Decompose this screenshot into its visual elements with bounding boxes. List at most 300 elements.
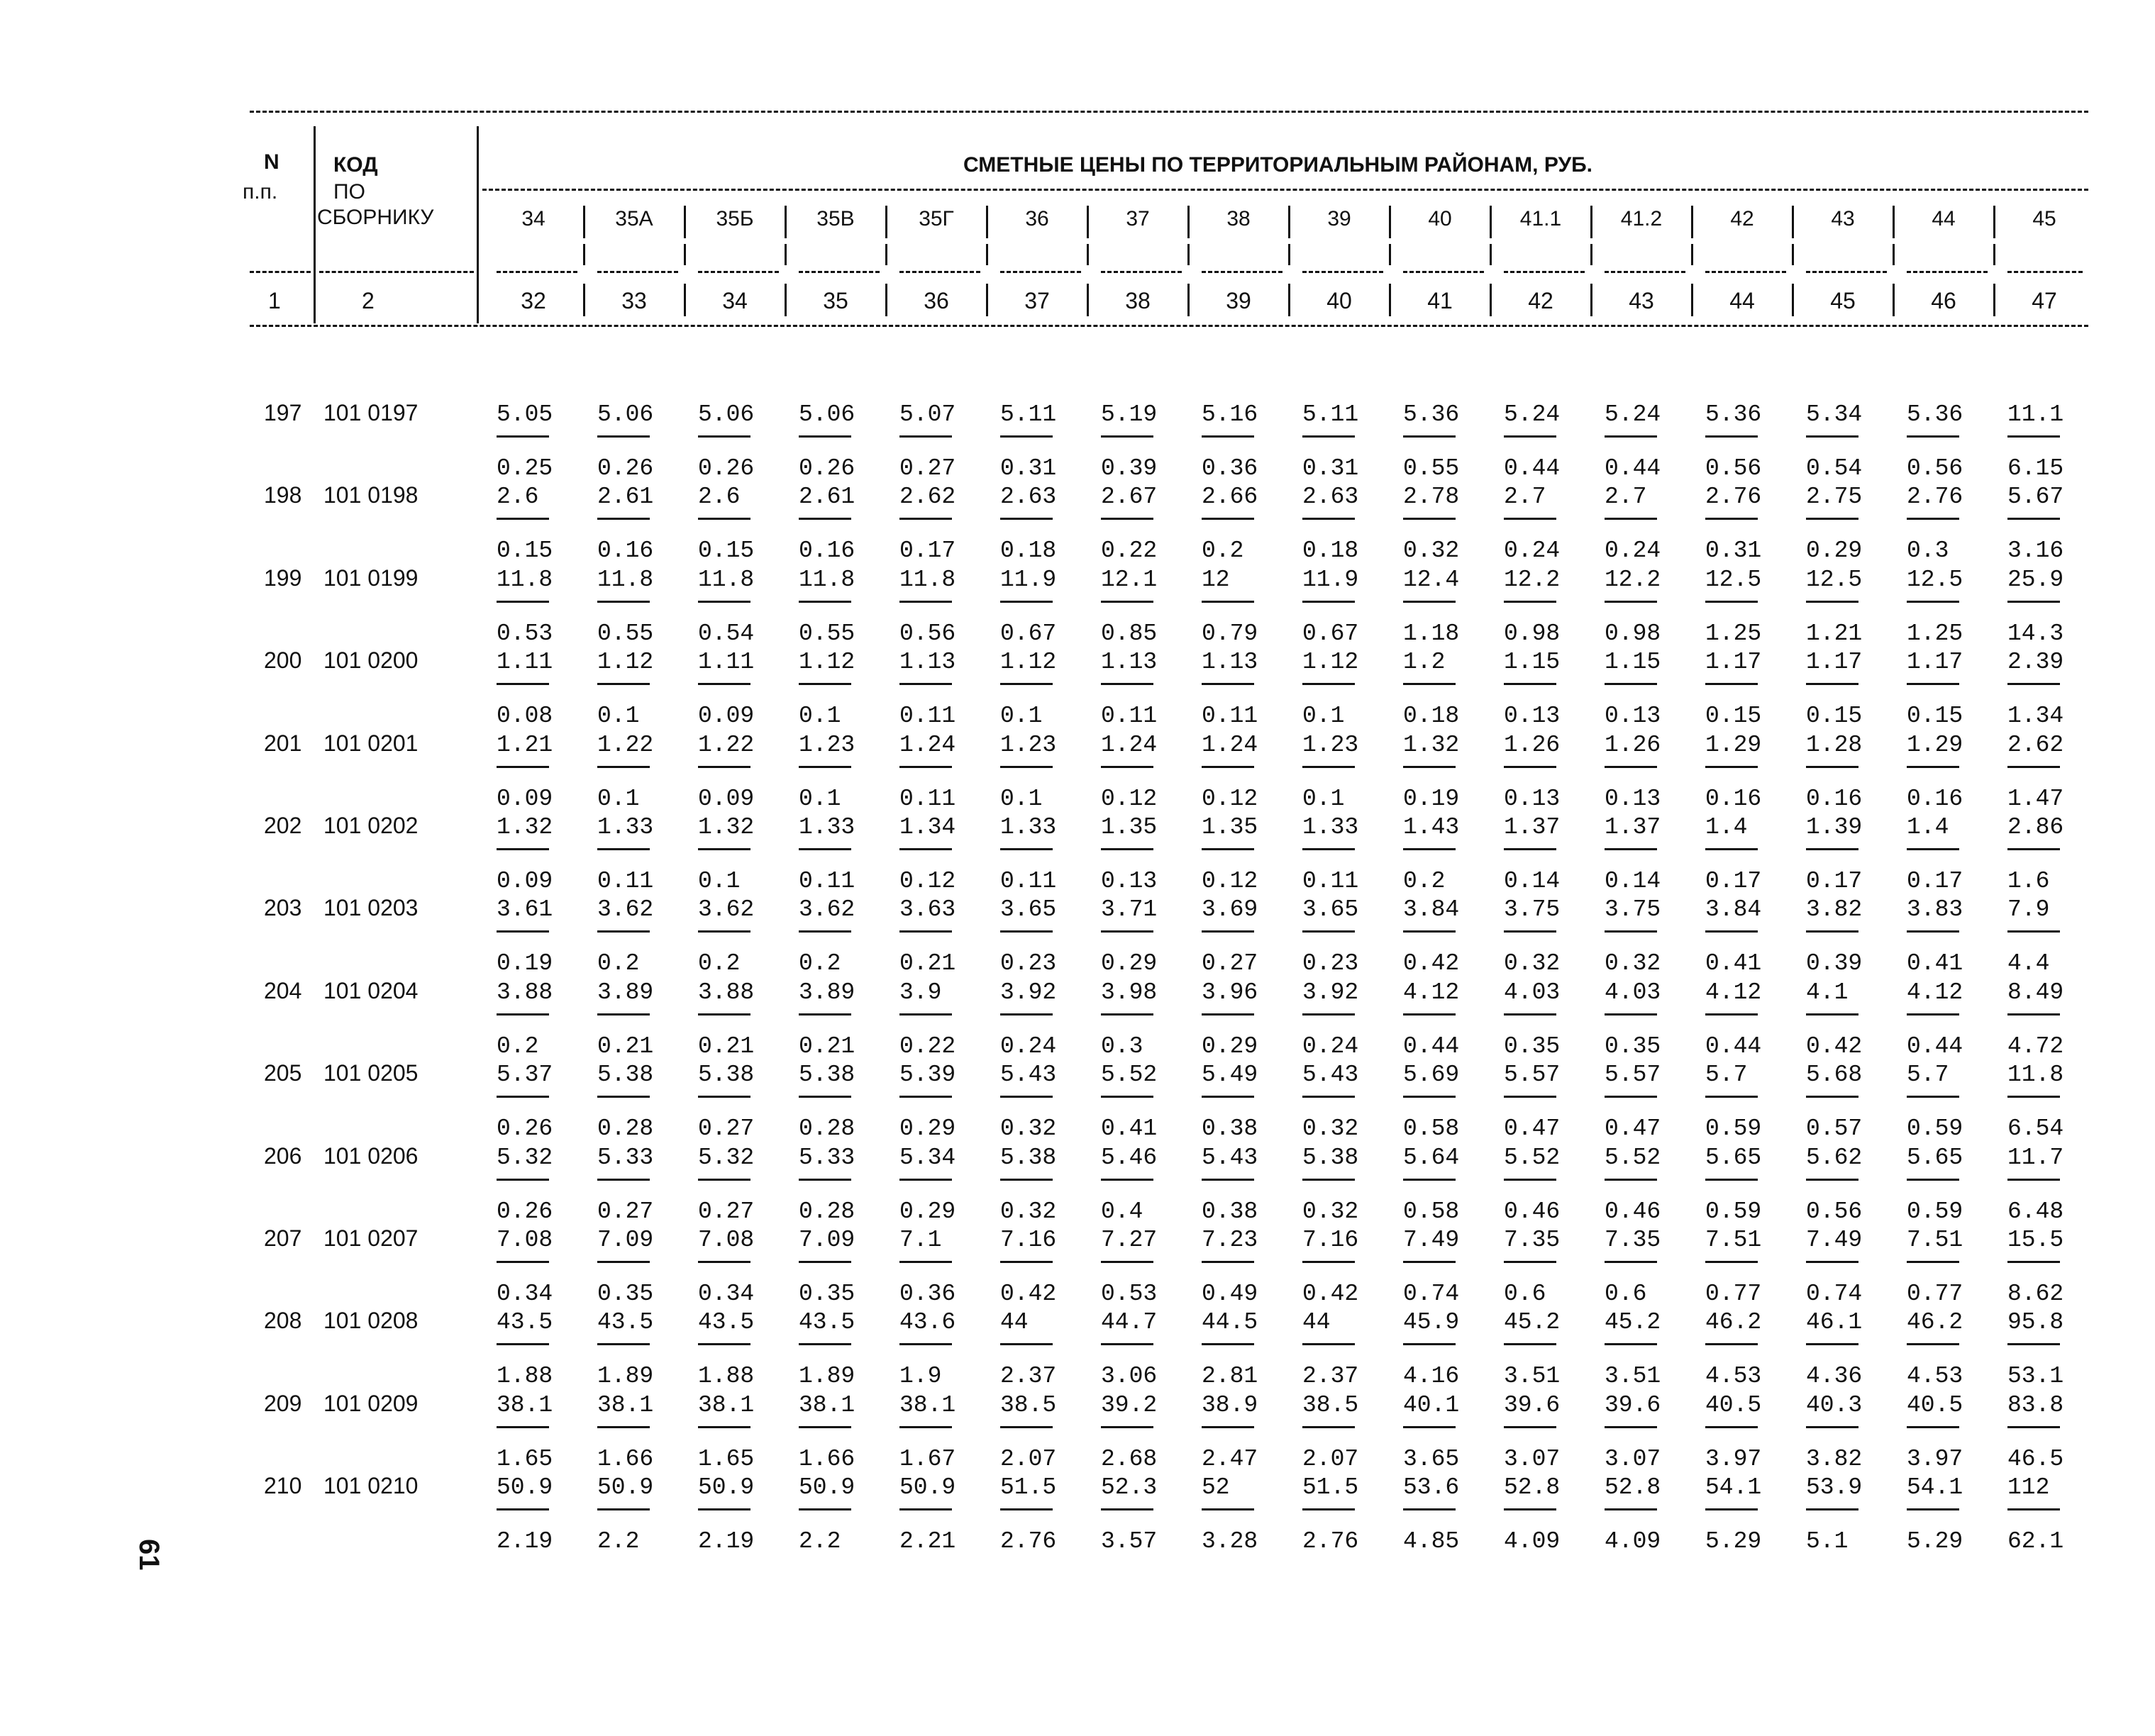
price-value-bottom: 14.3 bbox=[2007, 620, 2064, 647]
price-value-bottom: 1.65 bbox=[497, 1445, 553, 1472]
price-value-bottom: 0.27 bbox=[597, 1198, 654, 1225]
column-number: 37 bbox=[1024, 288, 1050, 313]
fraction-bar bbox=[899, 1096, 952, 1098]
fraction-bar bbox=[1202, 848, 1254, 850]
fraction-bar bbox=[1605, 930, 1657, 933]
price-value-top: 1.32 bbox=[497, 814, 553, 840]
price-value-top: 5.38 bbox=[1302, 1144, 1359, 1171]
region-divider-bottom bbox=[1893, 284, 1895, 316]
price-value-top: 3.92 bbox=[1302, 979, 1359, 1006]
price-value-top: 1.39 bbox=[1806, 814, 1863, 840]
region-divider-bottom bbox=[1389, 284, 1391, 316]
fraction-bar bbox=[799, 683, 851, 685]
fraction-bar bbox=[1705, 848, 1758, 850]
price-value-top: 1.34 bbox=[899, 814, 956, 840]
price-value-top: 7.49 bbox=[1403, 1227, 1460, 1253]
price-value-bottom: 0.34 bbox=[497, 1281, 553, 1307]
fraction-bar bbox=[1907, 1179, 1959, 1181]
region-divider-mid bbox=[885, 244, 887, 265]
price-value-bottom: 3.97 bbox=[1907, 1445, 1963, 1472]
fraction-bar bbox=[1705, 518, 1758, 520]
price-value-top: 1.11 bbox=[698, 649, 755, 676]
price-value-top: 5.39 bbox=[899, 1062, 956, 1089]
region-label: 41.2 bbox=[1620, 207, 1663, 230]
price-value-bottom: 3.28 bbox=[1202, 1528, 1258, 1555]
region-divider-bottom bbox=[1590, 284, 1592, 316]
price-value-top: 1.33 bbox=[1000, 814, 1057, 840]
price-value-bottom: 0.1 bbox=[799, 703, 841, 730]
region-label: 36 bbox=[1025, 207, 1049, 230]
region-divider-mid bbox=[583, 244, 585, 265]
price-value-top: 1.29 bbox=[1907, 731, 1963, 758]
fraction-bar bbox=[1302, 930, 1355, 933]
price-value-bottom: 0.41 bbox=[1101, 1115, 1158, 1142]
fraction-bar bbox=[899, 1261, 952, 1263]
price-value-top: 1.15 bbox=[1605, 649, 1661, 676]
region-divider-mid bbox=[986, 244, 988, 265]
row-number: 209 bbox=[264, 1390, 302, 1416]
fraction-bar bbox=[1202, 601, 1254, 603]
region-divider-mid bbox=[684, 244, 686, 265]
price-value-bottom: 0.35 bbox=[597, 1281, 654, 1307]
price-value-bottom: 0.18 bbox=[1000, 538, 1057, 564]
price-value-bottom: 0.85 bbox=[1101, 620, 1158, 647]
price-value-bottom: 0.08 bbox=[497, 703, 553, 730]
header-top-rule bbox=[250, 111, 2088, 113]
price-value-top: 7.9 bbox=[2007, 896, 2050, 923]
price-value-top: 5.65 bbox=[1705, 1144, 1762, 1171]
price-value-top: 44 bbox=[1302, 1309, 1331, 1336]
fraction-bar bbox=[698, 1179, 750, 1181]
price-value-top: 1.4 bbox=[1907, 814, 1949, 840]
row-number: 206 bbox=[264, 1142, 302, 1169]
price-value-bottom: 0.13 bbox=[1504, 785, 1561, 812]
price-value-top: 2.63 bbox=[1000, 484, 1057, 511]
price-value-bottom: 3.51 bbox=[1504, 1363, 1561, 1390]
price-value-top: 54.1 bbox=[1907, 1474, 1963, 1501]
price-value-bottom: 0.44 bbox=[1907, 1033, 1963, 1059]
price-value-bottom: 3.57 bbox=[1101, 1528, 1158, 1555]
fraction-bar bbox=[1202, 1096, 1254, 1098]
fraction-bar bbox=[497, 1179, 549, 1181]
price-value-top: 1.22 bbox=[698, 731, 755, 758]
region-divider-top bbox=[1389, 206, 1391, 238]
column-number: 34 bbox=[722, 288, 748, 313]
group-title-rule bbox=[482, 189, 2088, 191]
price-value-top: 5.52 bbox=[1504, 1144, 1561, 1171]
price-value-bottom: 46.5 bbox=[2007, 1445, 2064, 1472]
price-value-bottom: 0.38 bbox=[1202, 1198, 1258, 1225]
region-label: 35В bbox=[816, 207, 855, 230]
fraction-bar bbox=[1101, 1013, 1153, 1016]
price-value-top: 38.1 bbox=[698, 1391, 755, 1418]
price-value-bottom: 2.07 bbox=[1302, 1445, 1359, 1472]
price-value-bottom: 0.6 bbox=[1504, 1281, 1546, 1307]
price-value-bottom: 1.88 bbox=[497, 1363, 553, 1390]
region-subheader-rule bbox=[1806, 271, 1887, 273]
price-value-top: 7.08 bbox=[497, 1227, 553, 1253]
price-value-bottom: 0.58 bbox=[1403, 1115, 1460, 1142]
price-value-bottom: 0.24 bbox=[1605, 538, 1661, 564]
fraction-bar bbox=[698, 683, 750, 685]
price-value-top: 12.5 bbox=[1806, 566, 1863, 593]
price-value-top: 40.5 bbox=[1907, 1391, 1963, 1418]
fraction-bar bbox=[1101, 1426, 1153, 1428]
price-value-top: 1.24 bbox=[899, 731, 956, 758]
np-label-line1: N bbox=[264, 150, 279, 174]
column-number: 45 bbox=[1830, 288, 1856, 313]
fraction-bar bbox=[1806, 1096, 1858, 1098]
price-value-bottom: 0.27 bbox=[698, 1115, 755, 1142]
fraction-bar bbox=[497, 518, 549, 520]
price-value-top: 3.63 bbox=[899, 896, 956, 923]
fraction-bar bbox=[1000, 930, 1053, 933]
price-value-top: 3.65 bbox=[1000, 896, 1057, 923]
price-value-top: 5.52 bbox=[1101, 1062, 1158, 1089]
fraction-bar bbox=[1806, 848, 1858, 850]
price-value-top: 5.11 bbox=[1302, 401, 1359, 428]
column-number: 42 bbox=[1528, 288, 1553, 313]
price-value-bottom: 0.59 bbox=[1705, 1115, 1762, 1142]
price-value-top: 3.75 bbox=[1605, 896, 1661, 923]
price-value-bottom: 0.19 bbox=[1403, 785, 1460, 812]
fraction-bar bbox=[799, 848, 851, 850]
price-value-bottom: 2.81 bbox=[1202, 1363, 1258, 1390]
price-value-top: 3.88 bbox=[698, 979, 755, 1006]
price-value-top: 3.75 bbox=[1504, 896, 1561, 923]
row-code: 101 0203 bbox=[323, 895, 419, 921]
fraction-bar bbox=[597, 930, 650, 933]
fraction-bar bbox=[597, 683, 650, 685]
fraction-bar bbox=[2007, 1013, 2060, 1016]
price-value-top: 3.9 bbox=[899, 979, 942, 1006]
fraction-bar bbox=[1302, 848, 1355, 850]
price-value-bottom: 0.55 bbox=[597, 620, 654, 647]
price-value-top: 45.2 bbox=[1605, 1309, 1661, 1336]
price-value-bottom: 0.49 bbox=[1202, 1281, 1258, 1307]
price-value-bottom: 0.31 bbox=[1705, 538, 1762, 564]
region-divider-top bbox=[1792, 206, 1794, 238]
fraction-bar bbox=[1403, 518, 1456, 520]
price-value-bottom: 53.1 bbox=[2007, 1363, 2064, 1390]
price-value-bottom: 1.18 bbox=[1403, 620, 1460, 647]
fraction-bar bbox=[1705, 1508, 1758, 1510]
region-divider-bottom bbox=[1691, 284, 1693, 316]
np-label-line2: п.п. bbox=[243, 180, 278, 204]
region-divider-mid bbox=[785, 244, 787, 265]
price-value-bottom: 2.2 bbox=[799, 1528, 841, 1555]
price-value-bottom: 0.2 bbox=[698, 950, 741, 977]
region-divider-top bbox=[1993, 206, 1995, 238]
fraction-bar bbox=[1000, 1508, 1053, 1510]
price-value-bottom: 0.15 bbox=[1907, 703, 1963, 730]
price-value-top: 50.9 bbox=[698, 1474, 755, 1501]
price-value-top: 12.4 bbox=[1403, 566, 1460, 593]
row-number: 204 bbox=[264, 977, 302, 1003]
fraction-bar bbox=[1504, 1013, 1556, 1016]
fraction-bar bbox=[497, 601, 549, 603]
fraction-bar bbox=[1302, 1343, 1355, 1345]
region-divider-bottom bbox=[1187, 284, 1190, 316]
column-number: 39 bbox=[1226, 288, 1251, 313]
region-label: 44 bbox=[1932, 207, 1956, 230]
price-value-top: 2.62 bbox=[2007, 731, 2064, 758]
price-value-top: 38.5 bbox=[1302, 1391, 1359, 1418]
price-value-top: 5.68 bbox=[1806, 1062, 1863, 1089]
fraction-bar bbox=[799, 766, 851, 768]
row-number: 201 bbox=[264, 730, 302, 756]
fraction-bar bbox=[1705, 930, 1758, 933]
region-label: 35Г bbox=[919, 207, 954, 230]
fraction-bar bbox=[1101, 1508, 1153, 1510]
price-value-bottom: 0.34 bbox=[698, 1281, 755, 1307]
price-value-bottom: 0.16 bbox=[1806, 785, 1863, 812]
fraction-bar bbox=[899, 848, 952, 850]
region-subheader-rule bbox=[1101, 271, 1182, 273]
price-value-top: 3.62 bbox=[799, 896, 855, 923]
fraction-bar bbox=[1101, 683, 1153, 685]
price-value-top: 5.57 bbox=[1605, 1062, 1661, 1089]
price-value-bottom: 0.18 bbox=[1302, 538, 1359, 564]
code-label-line2: ПО bbox=[333, 180, 365, 204]
fraction-bar bbox=[597, 1343, 650, 1345]
price-value-bottom: 4.16 bbox=[1403, 1363, 1460, 1390]
price-value-bottom: 2.37 bbox=[1000, 1363, 1057, 1390]
fraction-bar bbox=[1705, 1179, 1758, 1181]
price-value-bottom: 0.4 bbox=[1101, 1198, 1143, 1225]
price-value-bottom: 2.76 bbox=[1302, 1528, 1359, 1555]
price-value-bottom: 4.09 bbox=[1605, 1528, 1661, 1555]
price-value-top: 1.4 bbox=[1705, 814, 1748, 840]
price-value-bottom: 3.82 bbox=[1806, 1445, 1863, 1472]
price-value-top: 53.6 bbox=[1403, 1474, 1460, 1501]
price-value-top: 43.6 bbox=[899, 1309, 956, 1336]
price-value-top: 11.8 bbox=[597, 566, 654, 593]
fraction-bar bbox=[799, 930, 851, 933]
region-subheader-rule bbox=[497, 271, 577, 273]
region-divider-top bbox=[1590, 206, 1592, 238]
price-value-top: 4.1 bbox=[1806, 979, 1849, 1006]
price-value-top: 1.32 bbox=[1403, 731, 1460, 758]
price-value-bottom: 62.1 bbox=[2007, 1528, 2064, 1555]
price-value-bottom: 1.89 bbox=[597, 1363, 654, 1390]
fraction-bar bbox=[1000, 435, 1053, 438]
fraction-bar bbox=[497, 930, 549, 933]
price-value-bottom: 0.09 bbox=[497, 785, 553, 812]
price-value-top: 1.37 bbox=[1605, 814, 1661, 840]
price-value-bottom: 0.44 bbox=[1605, 455, 1661, 482]
price-value-bottom: 0.13 bbox=[1101, 868, 1158, 894]
fraction-bar bbox=[1000, 1426, 1053, 1428]
price-value-top: 50.9 bbox=[799, 1474, 855, 1501]
fraction-bar bbox=[1504, 1179, 1556, 1181]
region-subheader-rule bbox=[899, 271, 980, 273]
price-value-bottom: 0.26 bbox=[497, 1198, 553, 1225]
region-subheader-rule bbox=[1302, 271, 1383, 273]
fraction-bar bbox=[1403, 1179, 1456, 1181]
fraction-bar bbox=[799, 1508, 851, 1510]
fraction-bar bbox=[1000, 848, 1053, 850]
fraction-bar bbox=[2007, 683, 2060, 685]
price-value-bottom: 0.27 bbox=[1202, 950, 1258, 977]
fraction-bar bbox=[698, 1261, 750, 1263]
fraction-bar bbox=[2007, 1179, 2060, 1181]
price-value-top: 3.98 bbox=[1101, 979, 1158, 1006]
fraction-bar bbox=[1907, 1261, 1959, 1263]
row-number: 199 bbox=[264, 564, 302, 591]
region-divider-bottom bbox=[785, 284, 787, 316]
price-value-bottom: 0.41 bbox=[1907, 950, 1963, 977]
price-value-bottom: 1.6 bbox=[2007, 868, 2050, 894]
fraction-bar bbox=[497, 1096, 549, 1098]
price-value-bottom: 8.62 bbox=[2007, 1281, 2064, 1307]
fraction-bar bbox=[1806, 1426, 1858, 1428]
price-value-top: 45.2 bbox=[1504, 1309, 1561, 1336]
fraction-bar bbox=[1907, 766, 1959, 768]
fraction-bar bbox=[497, 1261, 549, 1263]
price-value-top: 11.8 bbox=[497, 566, 553, 593]
fraction-bar bbox=[1605, 1179, 1657, 1181]
fraction-bar bbox=[1806, 1343, 1858, 1345]
fraction-bar bbox=[698, 848, 750, 850]
price-value-bottom: 0.53 bbox=[497, 620, 553, 647]
price-value-top: 4.03 bbox=[1605, 979, 1661, 1006]
fraction-bar bbox=[1806, 930, 1858, 933]
region-divider-top bbox=[583, 206, 585, 238]
price-value-top: 1.32 bbox=[698, 814, 755, 840]
price-value-top: 2.63 bbox=[1302, 484, 1359, 511]
price-value-top: 43.5 bbox=[698, 1309, 755, 1336]
price-value-bottom: 0.56 bbox=[1705, 455, 1762, 482]
fraction-bar bbox=[1806, 683, 1858, 685]
price-value-bottom: 0.24 bbox=[1302, 1033, 1359, 1059]
price-value-top: 38.1 bbox=[497, 1391, 553, 1418]
price-value-bottom: 0.1 bbox=[597, 785, 640, 812]
price-value-top: 7.09 bbox=[597, 1227, 654, 1253]
price-value-bottom: 0.11 bbox=[799, 868, 855, 894]
price-value-bottom: 0.31 bbox=[1000, 455, 1057, 482]
price-value-bottom: 0.2 bbox=[597, 950, 640, 977]
price-value-bottom: 0.44 bbox=[1705, 1033, 1762, 1059]
fraction-bar bbox=[1504, 930, 1556, 933]
price-value-bottom: 0.41 bbox=[1705, 950, 1762, 977]
price-value-bottom: 0.15 bbox=[698, 538, 755, 564]
fraction-bar bbox=[899, 1426, 952, 1428]
price-value-top: 7.16 bbox=[1302, 1227, 1359, 1253]
price-value-bottom: 0.15 bbox=[497, 538, 553, 564]
fraction-bar bbox=[1101, 1261, 1153, 1263]
price-value-top: 5.33 bbox=[597, 1144, 654, 1171]
price-value-bottom: 0.21 bbox=[698, 1033, 755, 1059]
region-divider-mid bbox=[1893, 244, 1895, 265]
price-value-top: 2.66 bbox=[1202, 484, 1258, 511]
price-value-bottom: 0.24 bbox=[1000, 1033, 1057, 1059]
fraction-bar bbox=[698, 1343, 750, 1345]
price-value-top: 2.86 bbox=[2007, 814, 2064, 840]
price-value-top: 1.23 bbox=[1302, 731, 1359, 758]
price-value-top: 11.7 bbox=[2007, 1144, 2064, 1171]
fraction-bar bbox=[597, 601, 650, 603]
fraction-bar bbox=[1202, 518, 1254, 520]
region-divider-bottom bbox=[1087, 284, 1089, 316]
price-value-bottom: 0.11 bbox=[1302, 868, 1359, 894]
price-value-top: 5.69 bbox=[1403, 1062, 1460, 1089]
price-value-bottom: 0.44 bbox=[1403, 1033, 1460, 1059]
row-number: 202 bbox=[264, 813, 302, 838]
price-value-bottom: 3.16 bbox=[2007, 538, 2064, 564]
fraction-bar bbox=[799, 1013, 851, 1016]
region-subheader-rule bbox=[1000, 271, 1081, 273]
fraction-bar bbox=[698, 1426, 750, 1428]
fraction-bar bbox=[799, 1096, 851, 1098]
fraction-bar bbox=[1705, 1261, 1758, 1263]
fraction-bar bbox=[1705, 1343, 1758, 1345]
price-value-top: 15.5 bbox=[2007, 1227, 2064, 1253]
region-divider-mid bbox=[1792, 244, 1794, 265]
price-value-bottom: 0.17 bbox=[899, 538, 956, 564]
price-value-top: 7.35 bbox=[1605, 1227, 1661, 1253]
price-value-bottom: 1.67 bbox=[899, 1445, 956, 1472]
fraction-bar bbox=[1705, 683, 1758, 685]
price-value-top: 1.23 bbox=[1000, 731, 1057, 758]
price-value-bottom: 0.44 bbox=[1504, 455, 1561, 482]
region-label: 40 bbox=[1428, 207, 1452, 230]
fraction-bar bbox=[2007, 766, 2060, 768]
fraction-bar bbox=[1000, 1013, 1053, 1016]
fraction-bar bbox=[899, 1343, 952, 1345]
fraction-bar bbox=[1605, 1426, 1657, 1428]
price-value-top: 4.12 bbox=[1705, 979, 1762, 1006]
fraction-bar bbox=[2007, 518, 2060, 520]
price-value-bottom: 0.59 bbox=[1907, 1115, 1963, 1142]
fraction-bar bbox=[1605, 683, 1657, 685]
subheader-rule-np bbox=[250, 271, 311, 273]
price-value-bottom: 0.55 bbox=[1403, 455, 1460, 482]
column-number: 43 bbox=[1629, 288, 1654, 313]
price-value-bottom: 0.74 bbox=[1403, 1281, 1460, 1307]
price-value-bottom: 0.11 bbox=[1101, 703, 1158, 730]
price-value-bottom: 0.32 bbox=[1000, 1115, 1057, 1142]
region-divider-bottom bbox=[1288, 284, 1290, 316]
region-divider-top bbox=[1187, 206, 1190, 238]
price-value-top: 39.6 bbox=[1605, 1391, 1661, 1418]
region-label: 38 bbox=[1226, 207, 1251, 230]
row-number: 207 bbox=[264, 1225, 302, 1251]
fraction-bar bbox=[1403, 766, 1456, 768]
row-code: 101 0209 bbox=[323, 1390, 419, 1416]
price-value-top: 83.8 bbox=[2007, 1391, 2064, 1418]
price-value-top: 3.61 bbox=[497, 896, 553, 923]
price-value-top: 43.5 bbox=[597, 1309, 654, 1336]
fraction-bar bbox=[1403, 1261, 1456, 1263]
price-value-bottom: 6.15 bbox=[2007, 455, 2064, 482]
subheader-rule-code bbox=[319, 271, 474, 273]
fraction-bar bbox=[597, 1013, 650, 1016]
price-value-top: 1.26 bbox=[1605, 731, 1661, 758]
page-number: 61 bbox=[133, 1539, 165, 1571]
price-value-bottom: 0.42 bbox=[1403, 950, 1460, 977]
row-code: 101 0197 bbox=[323, 400, 419, 425]
price-value-bottom: 0.28 bbox=[597, 1115, 654, 1142]
price-value-top: 5.24 bbox=[1605, 401, 1661, 428]
price-value-top: 2.61 bbox=[799, 484, 855, 511]
price-value-bottom: 0.16 bbox=[597, 538, 654, 564]
price-value-bottom: 4.09 bbox=[1504, 1528, 1561, 1555]
fraction-bar bbox=[1202, 1261, 1254, 1263]
price-value-top: 5.34 bbox=[899, 1144, 956, 1171]
fraction-bar bbox=[2007, 930, 2060, 933]
price-value-bottom: 0.2 bbox=[1403, 868, 1446, 894]
